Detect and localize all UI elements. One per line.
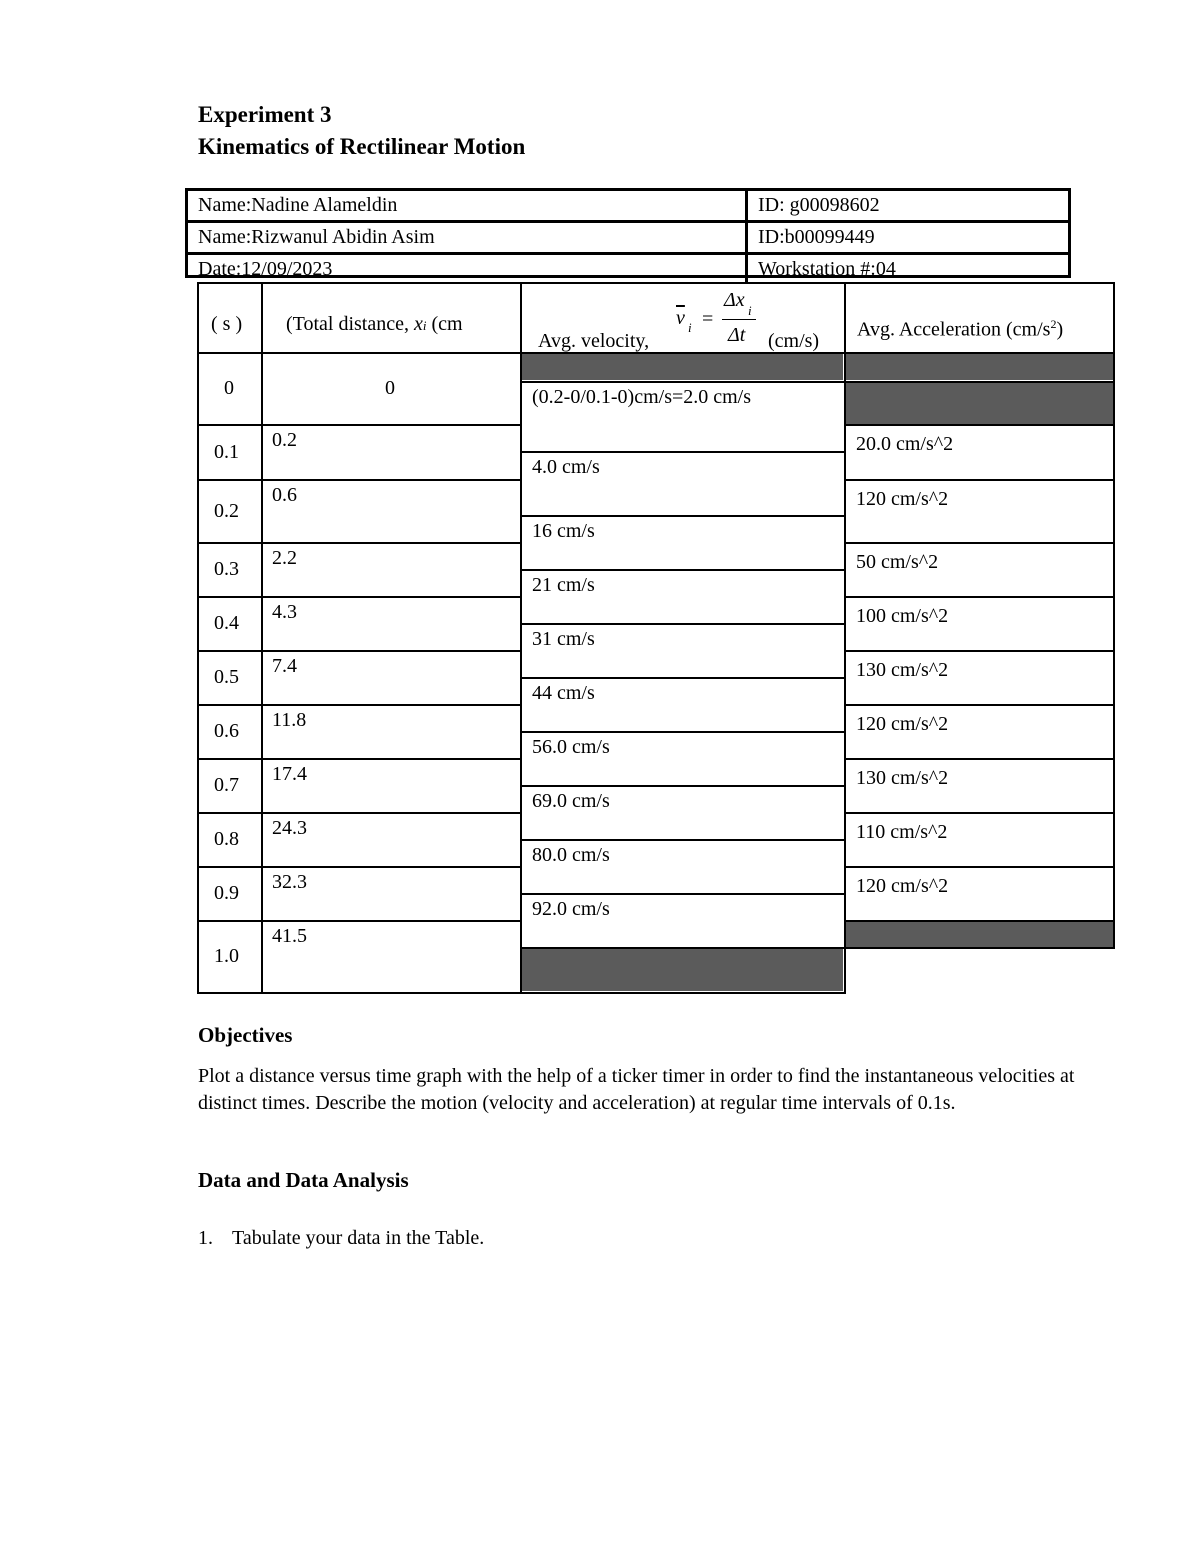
- table-border: [197, 282, 199, 994]
- time-cell: 0: [224, 377, 234, 399]
- table-border: [520, 352, 846, 354]
- table-border: [197, 704, 520, 706]
- table-border: [844, 424, 1115, 426]
- time-cell: 0.1: [214, 440, 239, 463]
- shaded-cell: [522, 354, 843, 380]
- velocity-formula-equals: =: [702, 308, 714, 330]
- time-cell: 0.3: [214, 558, 239, 580]
- experiment-title: Kinematics of Rectilinear Motion: [198, 134, 526, 159]
- distance-cell: 0.6: [272, 484, 297, 506]
- header-acceleration-sup: 2: [1050, 317, 1057, 331]
- objectives-text: Plot a distance versus time graph with the help of a ticker timer in order to find the instantaneous velocities at distinct times. Describe the motion (velocity and acceleration) at regular time intervals of 0.1s.: [198, 1065, 1075, 1114]
- distance-cell: 41.5: [272, 925, 307, 947]
- distance-cell: 4.3: [272, 601, 297, 623]
- velocity-formula-v: $\overline{v}$: [676, 307, 685, 329]
- header-distance-sub: i: [422, 318, 427, 333]
- header-distance: [286, 313, 463, 337]
- table-border: [197, 424, 520, 426]
- header-acceleration: [857, 313, 1063, 341]
- table-border: [520, 623, 846, 625]
- acceleration-cell: 100 cm/s^2: [856, 605, 949, 627]
- table-border: [844, 812, 1115, 814]
- header-distance-unit: (cm: [431, 313, 463, 335]
- table-border: [844, 282, 846, 994]
- workstation-cell: Workstation #:04: [758, 258, 896, 280]
- table-border: [197, 758, 520, 760]
- date-cell: Date:12/09/2023: [188, 255, 748, 284]
- list-number: 1.: [198, 1227, 213, 1249]
- table-border: [844, 381, 1115, 383]
- time-cell: 1.0: [214, 945, 239, 967]
- time-cell: 0.5: [214, 666, 239, 688]
- analysis-list-item: [198, 1227, 484, 1250]
- table-border: [520, 992, 846, 994]
- shaded-cell: [846, 921, 1113, 947]
- distance-cell: 11.8: [272, 709, 307, 731]
- table-border: [520, 893, 846, 895]
- table-border: [844, 479, 1115, 481]
- table-border: [844, 920, 1115, 922]
- distance-cell: 17.4: [272, 763, 307, 785]
- table-border: [197, 812, 520, 814]
- distance-cell: 7.4: [272, 655, 297, 677]
- velocity-formula-num-sub: i: [748, 303, 752, 318]
- header-acceleration-label: Avg. Acceleration (cm/s: [857, 318, 1051, 341]
- table-border: [197, 650, 520, 652]
- table-border: [844, 650, 1115, 652]
- table-border: [520, 282, 522, 994]
- table-border: [844, 596, 1115, 598]
- time-cell: 0.9: [214, 882, 239, 904]
- table-border: [197, 282, 1115, 284]
- table-border: [520, 677, 846, 679]
- time-cell: 0.2: [214, 499, 239, 522]
- student-name-2: Name:Rizwanul Abidin Asim: [188, 223, 748, 252]
- table-border: [520, 785, 846, 787]
- table-border: [844, 758, 1115, 760]
- time-cell: 0.7: [214, 774, 239, 796]
- velocity-cell: 16 cm/s: [532, 520, 595, 542]
- table-border: [844, 542, 1115, 544]
- table-border: [844, 866, 1115, 868]
- velocity-formula-denominator: Δt: [728, 324, 746, 346]
- table-border: [197, 352, 520, 354]
- velocity-cell: 69.0 cm/s: [532, 790, 610, 812]
- student-id-2: ID:b00099449: [758, 226, 875, 248]
- table-border: [197, 920, 520, 922]
- table-border: [261, 282, 263, 992]
- table-border: [520, 839, 846, 841]
- fraction-bar: [722, 319, 756, 320]
- list-text: Tabulate your data in the Table.: [232, 1227, 485, 1249]
- acceleration-cell: 50 cm/s^2: [856, 551, 939, 573]
- experiment-number: Experiment 3: [198, 102, 332, 127]
- table-border: [520, 515, 846, 517]
- table-border: [844, 704, 1115, 706]
- velocity-cell: 21 cm/s: [532, 574, 595, 596]
- acceleration-cell: 120 cm/s^2: [856, 875, 949, 897]
- analysis-heading: Data and Data Analysis: [198, 1168, 409, 1192]
- distance-cell: 32.3: [272, 871, 307, 893]
- table-border: [844, 352, 1115, 354]
- shaded-cell: [522, 949, 843, 991]
- acceleration-cell: 120 cm/s^2: [856, 488, 949, 510]
- distance-cell: 0.2: [272, 429, 297, 451]
- velocity-formula-numerator: Δx: [724, 289, 745, 311]
- header-velocity-unit: (cm/s): [768, 330, 820, 352]
- header-acceleration-end: ): [1056, 318, 1064, 341]
- acceleration-cell: 130 cm/s^2: [856, 659, 949, 681]
- table-border: [844, 947, 1115, 949]
- shaded-cell: [846, 354, 1113, 380]
- header-distance-var: x: [414, 313, 423, 335]
- acceleration-cell: 20.0 cm/s^2: [856, 433, 954, 455]
- distance-cell: 24.3: [272, 817, 307, 839]
- student-name-1: Name:Nadine Alameldin: [188, 191, 748, 220]
- distance-cell: 2.2: [272, 547, 297, 569]
- velocity-cell: 44 cm/s: [532, 682, 595, 704]
- table-border: [197, 542, 520, 544]
- table-border: [520, 947, 846, 949]
- objectives-heading: Objectives: [198, 1023, 293, 1047]
- table-border: [520, 451, 846, 453]
- velocity-cell: 56.0 cm/s: [532, 736, 610, 758]
- table-border: [197, 866, 520, 868]
- table-border: [197, 596, 520, 598]
- time-cell: 0.4: [214, 612, 239, 634]
- table-border: [197, 992, 520, 994]
- student-id-1: ID: g00098602: [758, 194, 880, 216]
- shaded-cell: [846, 383, 1113, 424]
- acceleration-cell: 130 cm/s^2: [856, 767, 949, 789]
- velocity-formula-sub: i: [688, 320, 692, 335]
- acceleration-cell: 110 cm/s^2: [856, 821, 948, 843]
- velocity-cell: 31 cm/s: [532, 628, 595, 650]
- header-distance-label: (Total distance,: [286, 313, 409, 335]
- time-cell: 0.6: [214, 720, 239, 742]
- acceleration-cell: 120 cm/s^2: [856, 713, 949, 735]
- velocity-cell: 92.0 cm/s: [532, 898, 610, 920]
- table-border: [197, 479, 520, 481]
- table-border: [520, 569, 846, 571]
- table-border: [520, 731, 846, 733]
- table-border: [520, 381, 846, 383]
- distance-cell: 0: [385, 377, 395, 399]
- velocity-cell: 80.0 cm/s: [532, 844, 610, 866]
- header-time: ( s ): [211, 313, 243, 335]
- header-velocity: Avg. velocity,: [538, 330, 650, 352]
- velocity-cell: (0.2-0/0.1-0)cm/s=2.0 cm/s: [532, 386, 752, 408]
- time-cell: 0.8: [214, 828, 239, 850]
- velocity-cell: 4.0 cm/s: [532, 456, 600, 478]
